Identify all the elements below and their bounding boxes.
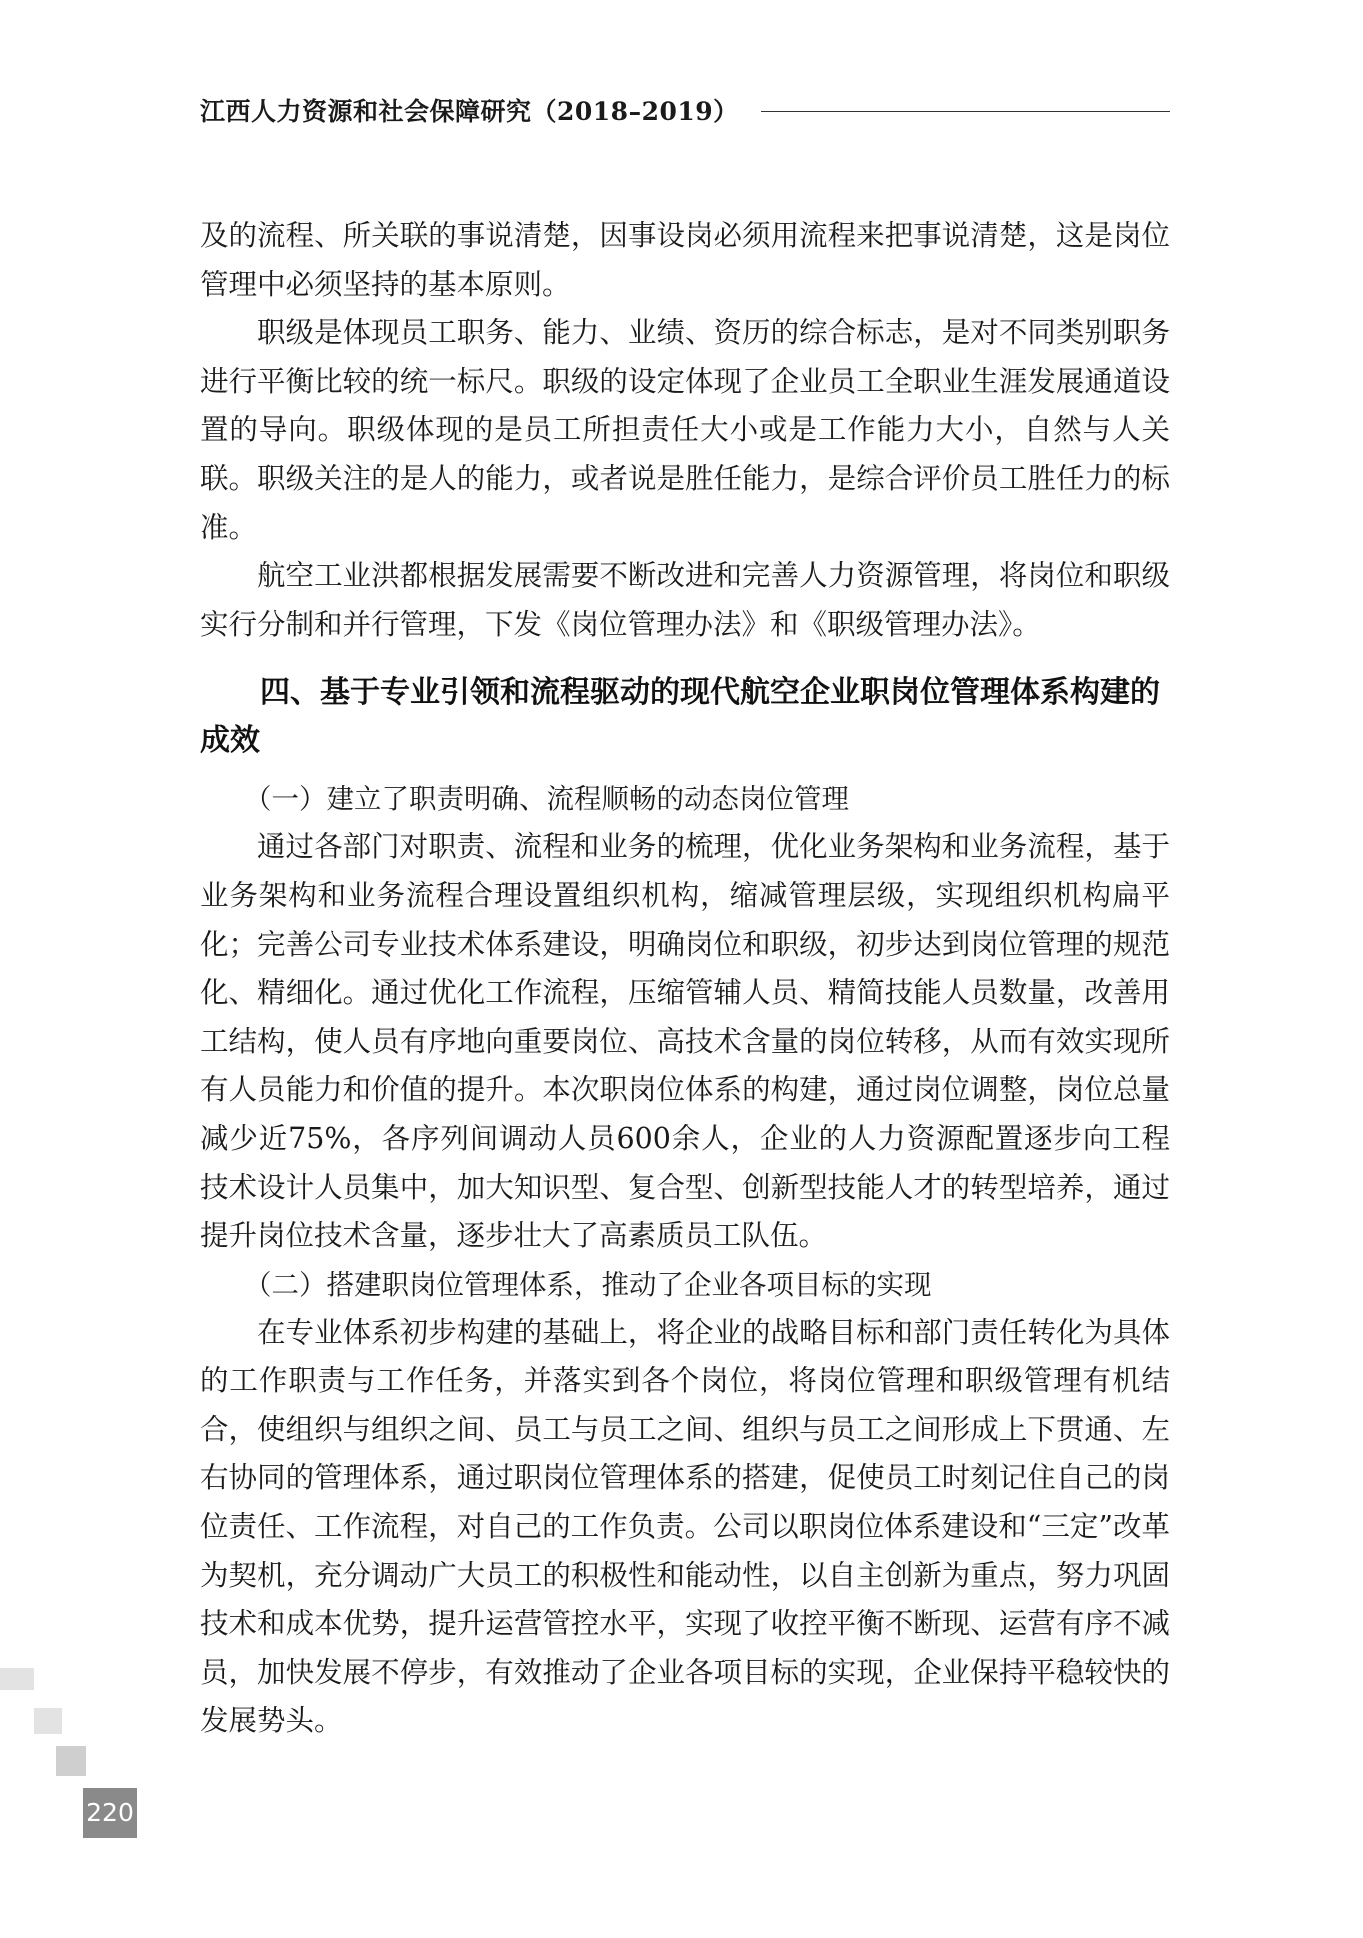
corner-decoration-square bbox=[0, 1668, 34, 1690]
section-heading: 四、基于专业引领和流程驱动的现代航空企业职岗位管理体系构建的成效 bbox=[200, 675, 1160, 759]
subheading-one: （一）建立了职责明确、流程顺畅的动态岗位管理 bbox=[244, 783, 849, 816]
header-rule bbox=[761, 111, 1170, 112]
paragraph-continued: 及的流程、所关联的事说清楚，因事设岗必须用流程来把事说清楚，这是岗位管理中必须坚持的基本原则。 bbox=[200, 219, 1170, 301]
running-title: 江西人力资源和社会保障研究（2018–2019） bbox=[200, 97, 739, 126]
page-number: 220 bbox=[83, 1788, 137, 1838]
running-header bbox=[200, 92, 1170, 128]
corner-decoration-square bbox=[34, 1708, 62, 1734]
paragraph-goal-realization: 在专业体系初步构建的基础上，将企业的战略目标和部门责任转化为具体的工作职责与工作任务，并落实到各个岗位，将岗位管理和职级管理有机结合，使组织与组织之间、员工与员工之间、组织与员工之间形成上下贯通、左右协同的管理体系，通过职岗位管理体系的搭建，促使员工时刻记住自己的岗位责任、工作流程，对自己的工作负责。公司以职岗位体系建设和“三定”改革为契机，充分调动广大员工的积极性和能动性，以自主创新为重点，努力巩固技术和成本优势，提升运营管控水平，实现了收控平衡不断现、运营有序不减员，加快发展不停步，有效推动了企业各项目标的实现，企业保持平稳较快的发展势头。 bbox=[200, 1315, 1170, 1738]
paragraph-hongdu-management: 航空工业洪都根据发展需要不断改进和完善人力资源管理，将岗位和职级实行分制和并行管理，下发《岗位管理办法》和《职级管理办法》。 bbox=[200, 559, 1170, 641]
page-body bbox=[200, 212, 1170, 1746]
paragraph-job-grade: 职级是体现员工职务、能力、业绩、资历的综合标志，是对不同类别职务进行平衡比较的统一标尺。职级的设定体现了企业员工全职业生涯发展通道设置的导向。职级体现的是员工所担责任大小或是工作能力大小，自然与人关联。职级关注的是人的能力，或者说是胜任能力，是综合评价员工胜任力的标准。 bbox=[200, 316, 1170, 544]
subheading-two: （二）搭建职岗位管理体系，推动了企业各项目标的实现 bbox=[244, 1268, 932, 1301]
corner-decoration-square bbox=[56, 1746, 86, 1776]
paragraph-dynamic-post-management: 通过各部门对职责、流程和业务的梳理，优化业务架构和业务流程，基于业务架构和业务流程合理设置组织机构，缩减管理层级，实现组织机构扁平化；完善公司专业技术体系建设，明确岗位和职级，初步达到岗位管理的规范化、精细化。通过优化工作流程，压缩管辅人员、精简技能人员数量，改善用工结构，使人员有序地向重要岗位、高技术含量的岗位转移，从而有效实现所有人员能力和价值的提升。本次职岗位体系的构建，通过岗位调整，岗位总量减少近75%，各序列间调动人员600余人，企业的人力资源配置逐步向工程技术设计人员集中，加大知识型、复合型、创新型技能人才的转型培养，通过提升岗位技术含量，逐步壮大了高素质员工队伍。 bbox=[200, 830, 1170, 1253]
